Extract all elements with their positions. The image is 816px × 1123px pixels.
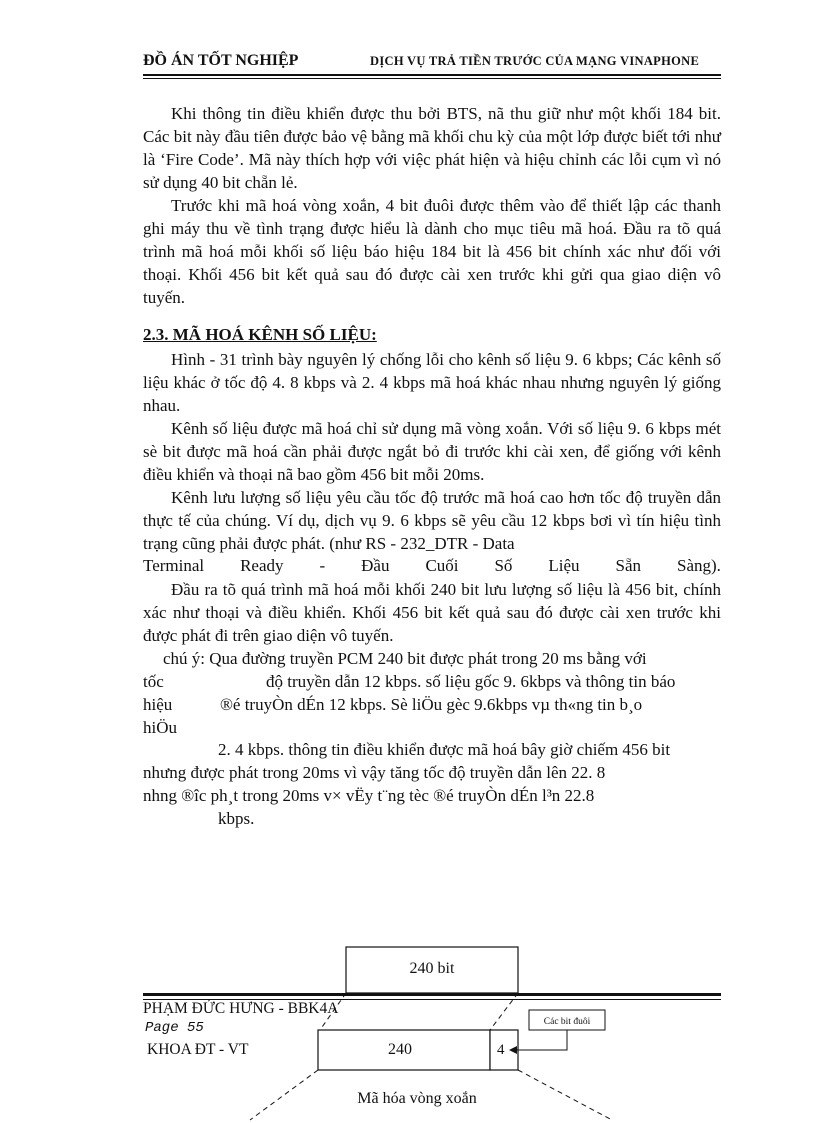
footer-author: PHẠM ĐỨC HƯNG - BBK4A — [143, 1000, 339, 1017]
note-line-7: nhng ®îc ph¸t trong 20ms v× vËy t¨ng tèc ®é truyÒn dÉn l³n 22.8 — [143, 786, 595, 805]
note-line-3a: hiệu — [143, 695, 173, 714]
paragraph-fire-code: Khi thông tin điều khiển được thu bởi BTS, nã thu giữ như một khối 184 bit. Các bit này đầu tiên được bảo vệ bằng mã khối chu kỳ của một lớp được biết tới như là ‘Fire Code’. Mã này thích hợp với việc phát hiện và hiệu chỉnh các lỗi cụm vì nó sử dụng 40 bit chẵn lẻ. — [143, 104, 721, 192]
paragraph-figure-31: Hình - 31 trình bày nguyên lý chống lỗi cho kênh số liệu 9. 6 kbps; Các kênh số liệu khác ở tốc độ 4. 8 kbps và 2. 4 kbps mã hoá khác nhau nhưng nguyên lý giống nhau. — [143, 350, 721, 415]
spread-word: Ready — [240, 556, 284, 575]
spread-word: Terminal — [143, 556, 205, 575]
dashed-fan-left — [250, 1070, 318, 1120]
spread-word: Cuối — [425, 556, 459, 575]
spread-word: Sẵn — [615, 556, 642, 575]
note-line-4: hiÖu — [143, 718, 177, 737]
paragraph-traffic-rate: Kênh lưu lượng số liệu yêu cầu tốc độ trước mã hoá cao hơn tốc độ truyền dẫn thực tế của chúng. Ví dụ, dịch vụ 9. 6 kbps sẽ yêu cầu 12 kbps bơi vì tín hiệu tình trạng cũng phải được phát. (như RS - 232_DTR - Data — [143, 488, 721, 553]
box-240-label: 240 — [388, 1041, 412, 1058]
tail-bits-arrow-line — [515, 1030, 567, 1050]
box-240-bit-label: 240 bit — [409, 960, 455, 977]
note-line-1: chú ý: Qua đường truyền PCM 240 bit được phát trong 20 ms bằng với — [163, 649, 647, 668]
note-line-2b: độ truyền dẫn 12 kbps. số liệu gốc 9. 6kbps và thông tin báo — [266, 672, 676, 691]
note-line-6: nhưng được phát trong 20ms vì vậy tăng tốc độ truyền dẫn lên 22. 8 — [143, 763, 606, 782]
header-title-right: DỊCH VỤ TRẢ TIỀN TRƯỚC CỦA MẠNG VINAPHONE — [370, 54, 700, 68]
footer-rule — [143, 993, 721, 996]
section-title: 2.3. MÃ HOÁ KÊNH SỐ LIỆU: — [143, 325, 377, 344]
header-title-left: ĐỒ ÁN TỐT NGHIỆP — [143, 52, 299, 69]
footer-department: KHOA ĐT - VT — [147, 1041, 249, 1058]
note-line-2a: tốc — [143, 672, 164, 691]
paragraph-output: Đầu ra tõ quá trình mã hoá mỗi khối 240 bit lưu lượng số liệu là 456 bit, chính xác như thoại và điều khiển. Khối 456 bit kết quả sau đó được cài xen trước khi được phát đi trên giao diện vô tuyến. — [143, 580, 721, 645]
convolutional-coding-label: Mã hóa vòng xoắn — [357, 1090, 477, 1107]
spread-word: Số — [494, 556, 513, 575]
note-line-3b: ®é truyÒn dÉn 12 kbps. Sè liÖu gèc 9.6kbps vµ th«ng tin b¸o — [220, 695, 643, 714]
note-line-5: 2. 4 kbps. thông tin điều khiển được mã hoá bây giờ chiếm 456 bit — [218, 740, 671, 759]
note-line-8: kbps. — [218, 809, 255, 828]
dashed-fan-right — [518, 1070, 612, 1120]
spread-word: Sàng). — [677, 556, 721, 575]
paragraph-tail-bits: Trước khi mã hoá vòng xoắn, 4 bit đuôi được thêm vào để thiết lập các thanh ghi máy thu về tình trạng được hiểu là dành cho mục tiêu mã hoá. Đầu ra tõ quá trình mã hoá mỗi khối số liệu báo hiệu 184 bit là 456 bit chính xác như đối với thoại. Khối 456 bit kết quả sau đó được cài xen trước khi gửi qua giao diện vô tuyến. — [143, 196, 721, 307]
spread-word: Liệu — [548, 556, 580, 575]
spread-word: - — [319, 556, 326, 575]
tail-bits-callout-label: Các bit đuôi — [543, 1017, 591, 1027]
paragraph-convolutional: Kênh số liệu được mã hoá chỉ sử dụng mã vòng xoắn. Với số liệu 9. 6 kbps mét sè bit được mã hoá cần phải được ngắt bỏ đi trước khi cài xen, để giống với kênh điều khiển và thoại nã bao gồm 456 bit mỗi 20ms. — [143, 419, 721, 484]
footer-page-number: Page 55 — [145, 1020, 204, 1036]
spread-word: Đầu — [361, 556, 390, 575]
box-tail-4-label: 4 — [497, 1042, 505, 1058]
